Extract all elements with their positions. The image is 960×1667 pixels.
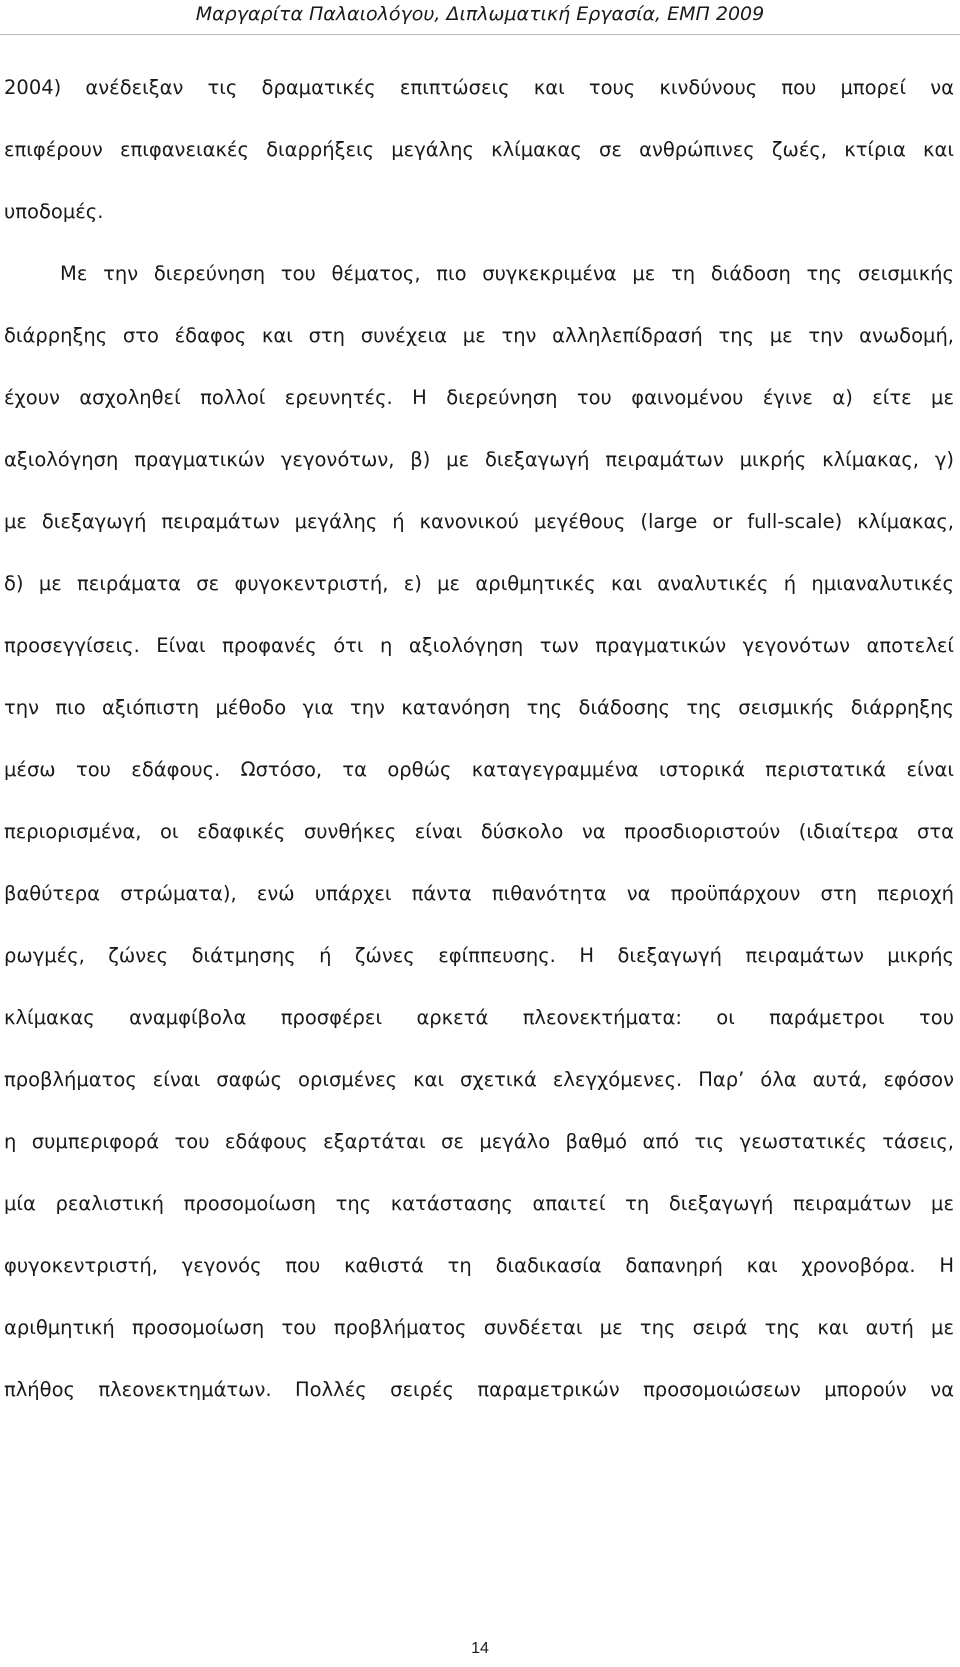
- text-line: δ) με πειράματα σε φυγοκεντριστή, ε) με αριθμητικές και αναλυτικές ή ημιαναλυτικές: [4, 572, 954, 595]
- text-line: Με την διερεύνηση του θέματος, πιο συγκεκριμένα με τη διάδοση της σεισμικής: [60, 262, 954, 285]
- text-line: υποδομές.: [4, 200, 104, 223]
- body-text: [4, 69, 954, 1433]
- text-line: περιορισμένα, οι εδαφικές συνθήκες είναι δύσκολο να προσδιοριστούν (ιδιαίτερα στα: [4, 820, 954, 843]
- text-line: φυγοκεντριστή, γεγονός που καθιστά τη διαδικασία δαπανηρή και χρονοβόρα. Η: [4, 1254, 954, 1277]
- text-line: προσεγγίσεις. Είναι προφανές ότι η αξιολόγηση των πραγματικών γεγονότων αποτελεί: [4, 634, 954, 657]
- running-header: Μαργαρίτα Παλαιολόγου, Διπλωματική Εργασία, ΕΜΠ 2009: [195, 3, 765, 25]
- text-line: διάρρηξης στο έδαφος και στη συνέχεια με την αλληλεπίδρασή της με την ανωδομή,: [4, 324, 954, 347]
- text-line: αξιολόγηση πραγματικών γεγονότων, β) με διεξαγωγή πειραμάτων μικρής κλίμακας, γ): [4, 448, 954, 471]
- text-line: ρωγμές, ζώνες διάτμησης ή ζώνες εφίππευσης. Η διεξαγωγή πειραμάτων μικρής: [4, 944, 954, 967]
- text-line: πλήθος πλεονεκτημάτων. Πολλές σειρές παραμετρικών προσομοιώσεων μπορούν να: [4, 1378, 954, 1401]
- text-line: με διεξαγωγή πειραμάτων μεγάλης ή κανονικού μεγέθους (large or full-scale) κλίμακας,: [4, 510, 954, 533]
- page-number: 14: [471, 1640, 489, 1657]
- text-line: επιφέρουν επιφανειακές διαρρήξεις μεγάλης κλίμακας σε ανθρώπινες ζωές, κτίρια και: [4, 138, 954, 161]
- text-line: προβλήματος είναι σαφώς ορισμένες και σχετικά ελεγχόμενες. Παρ’ όλα αυτά, εφόσον: [4, 1068, 954, 1091]
- text-line: έχουν ασχοληθεί πολλοί ερευνητές. Η διερεύνηση του φαινομένου έγινε α) είτε με: [4, 386, 954, 409]
- text-line: κλίμακας αναμφίβολα προσφέρει αρκετά πλεονεκτήματα: οι παράμετροι του: [4, 1006, 954, 1029]
- text-line: η συμπεριφορά του εδάφους εξαρτάται σε μεγάλο βαθμό από τις γεωστατικές τάσεις,: [4, 1130, 954, 1153]
- text-line: 2004) ανέδειξαν τις δραματικές επιπτώσεις και τους κινδύνους που μπορεί να: [4, 76, 954, 99]
- text-line: αριθμητική προσομοίωση του προβλήματος συνδέεται με της σειρά της και αυτή με: [4, 1316, 954, 1339]
- text-line: βαθύτερα στρώματα), ενώ υπάρχει πάντα πιθανότητα να προϋπάρχουν στη περιοχή: [4, 882, 954, 905]
- header-rule: [0, 34, 960, 35]
- text-line: μέσω του εδάφους. Ωστόσο, τα ορθώς καταγεγραμμένα ιστορικά περιστατικά είναι: [4, 758, 954, 781]
- text-line: μία ρεαλιστική προσομοίωση της κατάστασης απαιτεί τη διεξαγωγή πειραμάτων με: [4, 1192, 954, 1215]
- text-line: την πιο αξιόπιστη μέθοδο για την κατανόηση της διάδοσης της σεισμικής διάρρηξης: [4, 696, 954, 719]
